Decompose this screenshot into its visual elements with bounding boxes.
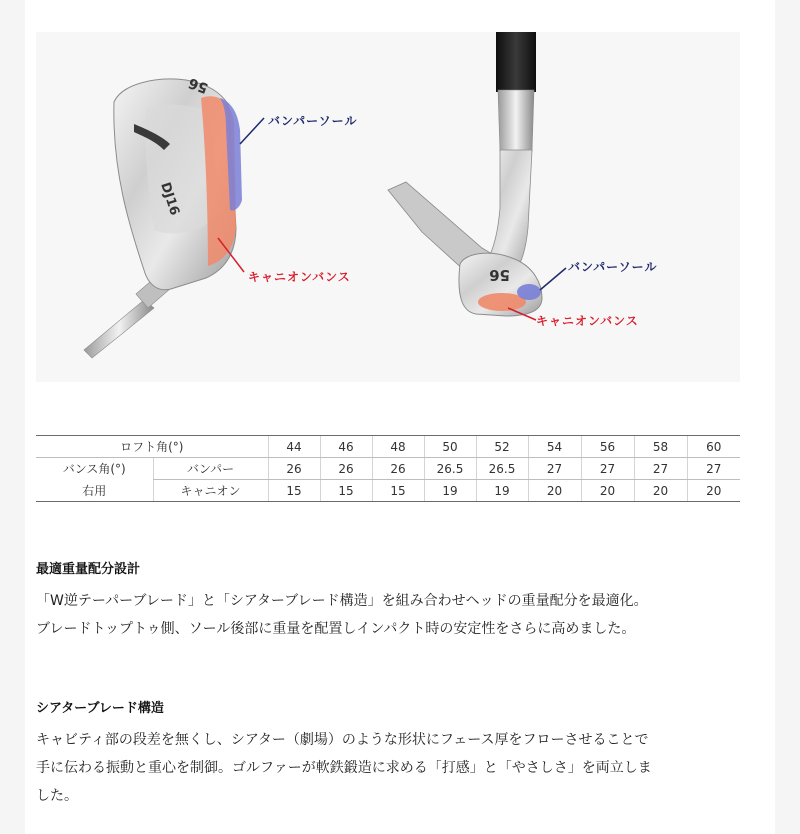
loft-cell: 54 [528, 436, 581, 458]
canyon-bounce-label-left: キャニオンバンス [248, 270, 351, 284]
bumper-cell: 26.5 [424, 458, 476, 480]
bumper-label: バンパー [153, 458, 268, 480]
canyon-row [36, 480, 740, 502]
section-body [36, 726, 756, 810]
bumper-cell: 26.5 [476, 458, 528, 480]
bumper-leader-left [240, 118, 264, 144]
wedge-back-view [84, 74, 264, 358]
bumper-cell: 27 [687, 458, 740, 480]
bumper-cell: 27 [581, 458, 634, 480]
canyon-cell: 15 [320, 480, 372, 502]
body-line: ブレードトップトゥ側、ソール後部に重量を配置しインパクト時の安定性をさらに高めました。 [36, 621, 636, 637]
section-theater-blade [36, 697, 756, 810]
canyon-bounce-label-right: キャニオンバンス [536, 314, 639, 328]
loft-header: ロフト角(°) [36, 436, 268, 458]
body-line: 「W逆テーパーブレード」と「シアターブレード構造」を組み合わせヘッドの重量配分を最適化。 [36, 593, 648, 609]
loft-cell: 50 [424, 436, 476, 458]
product-figure [36, 32, 740, 382]
bumper-cell: 26 [268, 458, 320, 480]
body-line: キャビティ部の段差を無くし、シアター（劇場）のような形状にフェース厚をフローさせることで [36, 732, 649, 748]
wedge-illustration [36, 32, 740, 382]
section-title: シアターブレード構造 [36, 701, 164, 716]
bumper-cell: 26 [320, 458, 372, 480]
loft-cell: 56 [581, 436, 634, 458]
canyon-cell: 20 [528, 480, 581, 502]
loft-cell: 60 [687, 436, 740, 458]
canyon-cell: 15 [268, 480, 320, 502]
bumper-cell: 26 [372, 458, 424, 480]
bumper-sole-label-left: バンパーソール [268, 114, 358, 128]
body-line: 手に伝わる振動と重心を制御。ゴルファーが軟鉄鍛造に求める「打感」と「やさしさ」を両立しま [36, 760, 652, 776]
canyon-cell: 19 [476, 480, 528, 502]
section-weight-distribution [36, 558, 756, 643]
loft-number-mark: 56 [186, 74, 211, 96]
bounce-header: バンス角(°) [62, 462, 126, 477]
loft-cell: 44 [268, 436, 320, 458]
bumper-cell: 27 [634, 458, 687, 480]
canyon-cell: 20 [581, 480, 634, 502]
dj16-logo-mark: DJ16 [157, 180, 182, 218]
section-title: 最適重量配分設計 [36, 562, 141, 577]
section-body [36, 587, 756, 643]
loft-cell: 58 [634, 436, 687, 458]
canyon-cell: 20 [687, 480, 740, 502]
canyon-label: キャニオン [153, 480, 268, 502]
right-hand-label: 右用 [36, 480, 153, 502]
loft-cell: 48 [372, 436, 424, 458]
loft-row [36, 436, 740, 458]
sole-loft-number: 56 [489, 266, 510, 284]
canyon-cell: 15 [372, 480, 424, 502]
bumper-row [36, 458, 740, 480]
spec-table [36, 435, 740, 502]
wedge-sole-view [388, 32, 566, 320]
bumper-leader-right [540, 268, 566, 290]
bumper-sole-label-right: バンパーソール [568, 260, 658, 274]
loft-cell: 46 [320, 436, 372, 458]
canyon-cell: 19 [424, 480, 476, 502]
body-line: した。 [36, 788, 78, 804]
bumper-cell: 27 [528, 458, 581, 480]
bumper-sole-zone-sole [517, 284, 541, 300]
loft-cell: 52 [476, 436, 528, 458]
canyon-cell: 20 [634, 480, 687, 502]
